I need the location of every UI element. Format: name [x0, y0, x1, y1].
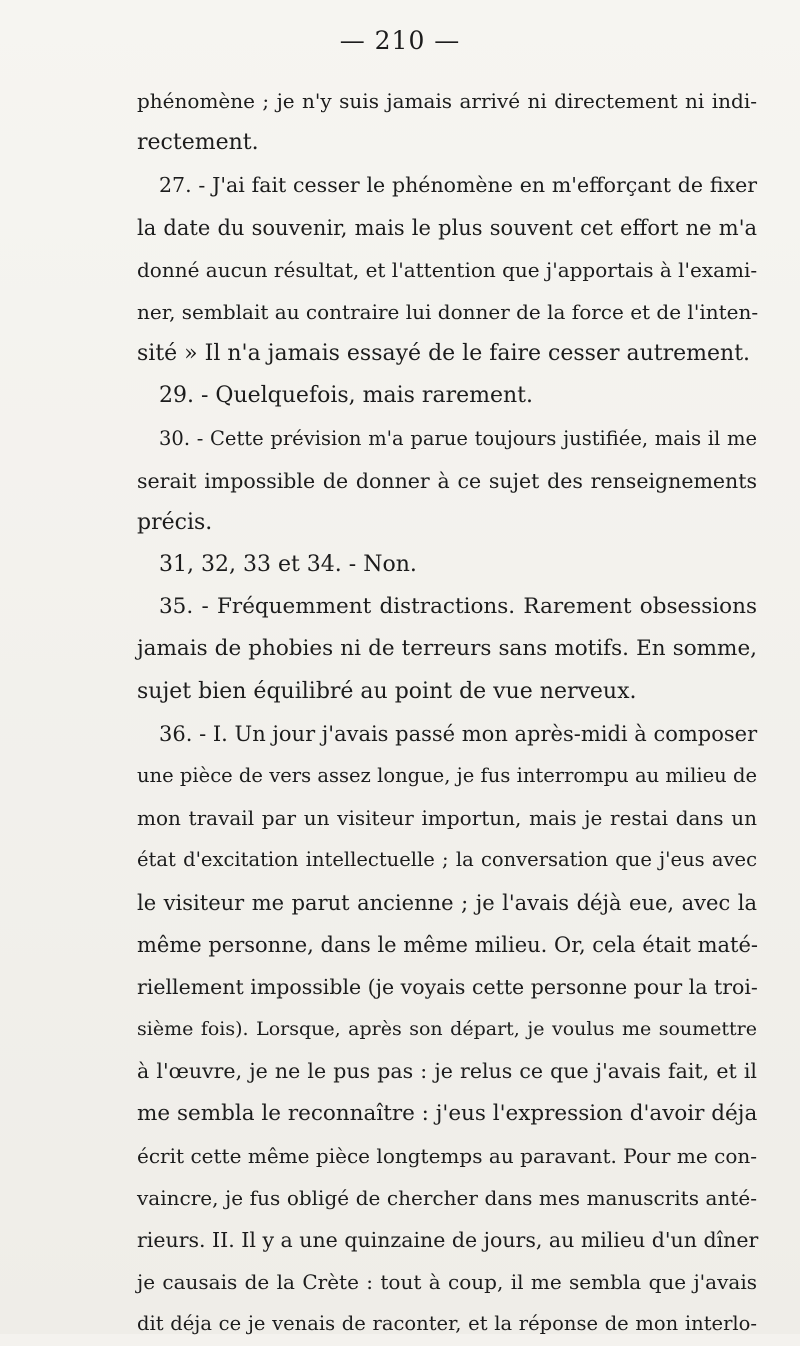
- text-line: la date du souvenir, mais le plus souvent cet effort ne m'a: [137, 215, 757, 240]
- page-number: — 210 —: [339, 26, 461, 55]
- text-line: 36. - I. Un jour j'avais passé mon après-midi à composer: [159, 721, 758, 746]
- text-line: rieurs. II. Il y a une quinzaine de jours, au milieu d'un dîner: [137, 1228, 759, 1253]
- text-line: serait impossible de donner à ce sujet des renseignements: [137, 468, 757, 493]
- text-line: une pièce de vers assez longue, je fus interrompu au milieu de: [137, 764, 757, 787]
- text-line: mon travail par un visiteur importun, mais je restai dans un: [137, 806, 757, 831]
- text-line: précis.: [137, 509, 213, 535]
- text-line: sujet bien équilibré au point de vue nerveux.: [137, 678, 637, 704]
- body-text: [137, 80, 757, 1346]
- text-line: 30. - Cette prévision m'a parue toujours justifiée, mais il me: [159, 426, 757, 450]
- text-line: même personne, dans le même milieu. Or, cela était maté-: [137, 932, 759, 957]
- text-line: jamais de phobies ni de terreurs sans motifs. En somme,: [137, 636, 757, 662]
- text-line: phénomène ; je n'y suis jamais arrivé ni directement ni indi-: [137, 89, 757, 113]
- text-line: ner, semblait au contraire lui donner de la force et de l'inten-: [137, 299, 759, 324]
- text-line: 29. - Quelquefois, mais rarement.: [159, 383, 533, 409]
- text-line: à l'œuvre, je ne le pus pas : je relus ce que j'avais fait, et il: [137, 1059, 757, 1084]
- text-line: 35. - Fréquemment distractions. Rarement obsessions: [159, 594, 757, 620]
- text-line: le visiteur me parut ancienne ; je l'avais déjà eue, avec la: [137, 890, 757, 915]
- text-line: rectement.: [137, 130, 259, 156]
- text-line: sité » Il n'a jamais essayé de le faire cesser autrement.: [137, 341, 751, 367]
- text-line: je causais de la Crète : tout à coup, il me sembla que j'avais: [137, 1270, 757, 1295]
- text-line: riellement impossible (je voyais cette personne pour la troi-: [137, 974, 758, 999]
- text-line: écrit cette même pièce longtemps au paravant. Pour me con-: [137, 1143, 757, 1168]
- text-line: donné aucun résultat, et l'attention que j'apportais à l'exami-: [137, 257, 758, 282]
- text-line: 27. - J'ai fait cesser le phénomène en m'efforçant de fixer: [159, 173, 757, 198]
- text-line: vaincre, je fus obligé de chercher dans mes manuscrits anté-: [137, 1185, 757, 1210]
- text-line: état d'excitation intellectuelle ; la conversation que j'eus avec: [137, 848, 757, 872]
- text-line: me sembla le reconnaître : j'eus l'expression d'avoir déja: [137, 1100, 758, 1126]
- text-line: 31, 32, 33 et 34. - Non.: [159, 552, 417, 578]
- text-line: dit déja ce je venais de raconter, et la réponse de mon interlo-: [137, 1312, 757, 1336]
- text-line: sième fois). Lorsque, après son départ, je voulus me soumettre: [137, 1018, 757, 1041]
